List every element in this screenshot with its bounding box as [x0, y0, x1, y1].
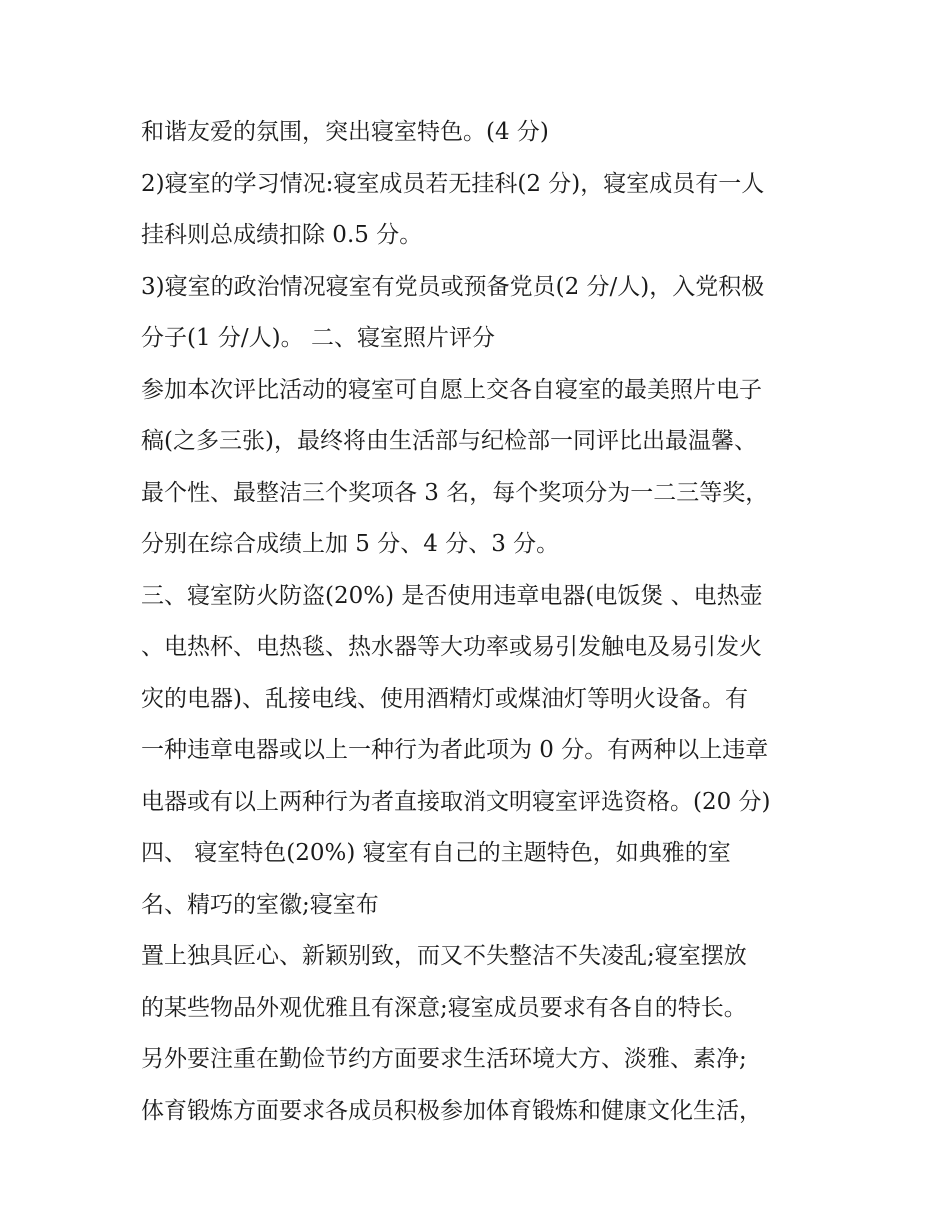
text-line: 电器或有以上两种行为者直接取消文明寝室评选资格。(20 分) — [141, 788, 771, 815]
text-line: 最个性、最整洁三个奖项各 3 名，每个奖项分为一二三等奖， — [141, 479, 769, 506]
text-line: 3)寝室的政治情况寝室有党员或预备党员(2 分/人)，入党积极 — [141, 273, 765, 300]
text-line: 和谐友爱的氛围，突出寝室特色。(4 分) — [141, 119, 549, 145]
text-line: 的某些物品外观优雅且有深意;寝室成员要求有各自的特长。 — [141, 994, 747, 1021]
text-line: 2)寝室的学习情况:寝室成员若无挂科(2 分)，寝室成员有一人 — [141, 170, 765, 197]
text-line: 分别在综合成绩上加 5 分、4 分、3 分。 — [141, 531, 560, 557]
text-line: 一种违章电器或以上一种行为者此项为 0 分。有两种以上违章 — [141, 737, 769, 763]
text-line: 参加本次评比活动的寝室可自愿上交各自寝室的最美照片电子 — [141, 376, 762, 403]
text-line: 、电热杯、电热毯、热水器等大功率或易引发触电及易引发火 — [141, 634, 762, 660]
text-line: 分子(1 分/人)。 二、寝室照片评分 — [141, 325, 495, 351]
text-line: 置上独具匠心、新颖别致，而又不失整洁不失凌乱;寝室摆放 — [141, 943, 747, 969]
text-line: 灾的电器)、乱接电线、使用酒精灯或煤油灯等明火设备。有 — [141, 685, 748, 712]
text-line: 挂科则总成绩扣除 0.5 分。 — [141, 222, 423, 248]
text-line: 名、精巧的室徽;寝室布 — [141, 891, 379, 918]
text-line: 稿(之多三张)，最终将由生活部与纪检部一同评比出最温馨、 — [141, 428, 757, 454]
body-text — [141, 107, 821, 1137]
text-line: 体育锻炼方面要求各成员积极参加体育锻炼和健康文化生活， — [141, 1097, 762, 1124]
text-line: 四、 寝室特色(20%) 寝室有自己的主题特色，如典雅的室 — [141, 840, 731, 866]
text-line: 另外要注重在勤俭节约方面要求生活环境大方、淡雅、素净; — [141, 1046, 747, 1072]
text-line: 三、寝室防火防盗(20%) 是否使用违章电器(电饭煲 、电热壶 — [141, 582, 763, 609]
